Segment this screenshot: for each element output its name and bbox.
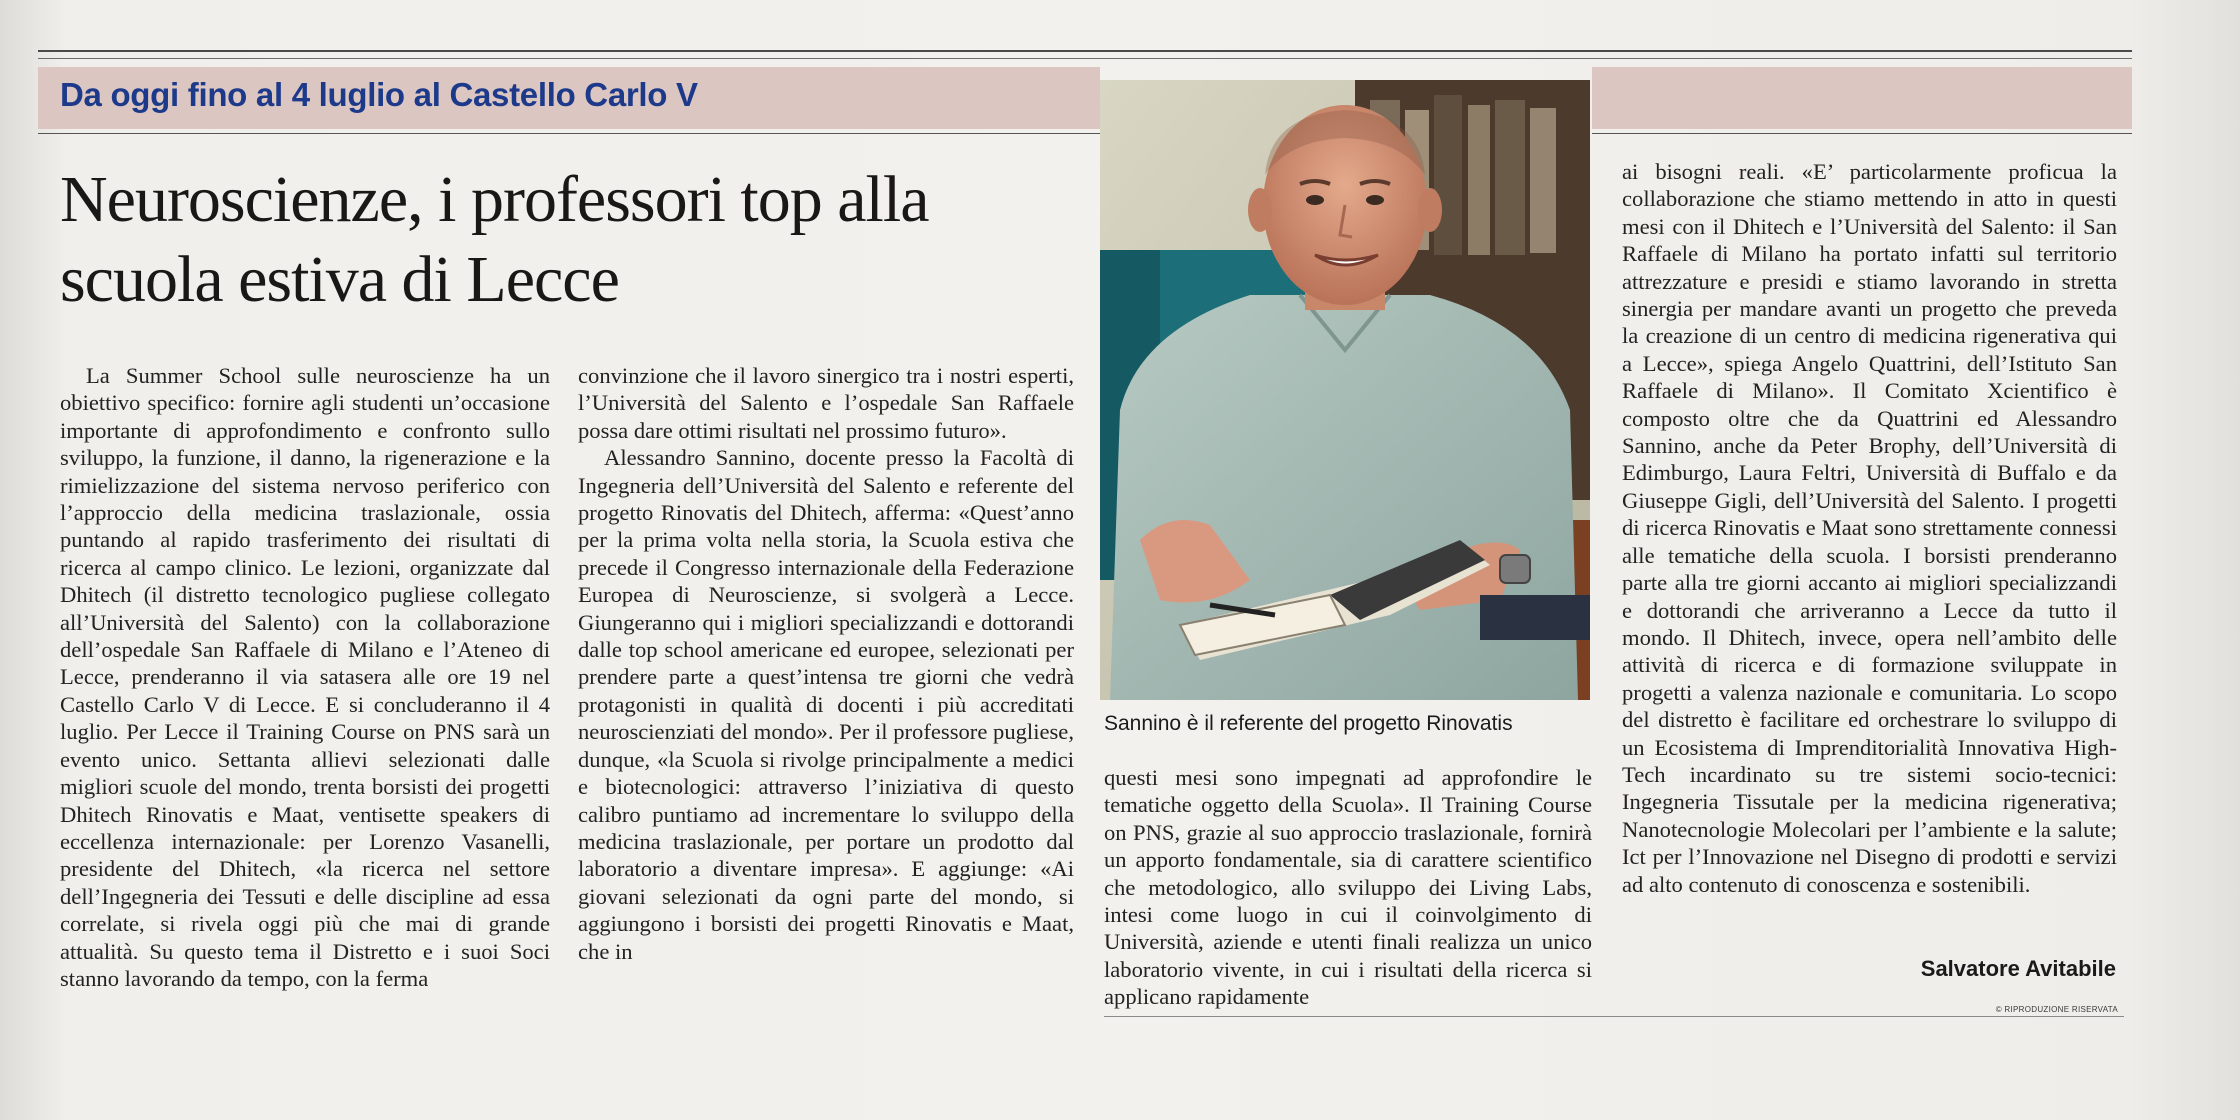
- kicker-banner-right: [1592, 67, 2132, 129]
- portrait-photo: [1100, 80, 1590, 700]
- banner-rule-right: [1592, 133, 2132, 134]
- banner-rule: [38, 133, 1100, 134]
- article-column-2: [578, 362, 1074, 965]
- top-rule: [38, 50, 2132, 52]
- paragraph: convinzione che il lavoro sinergico tra i nostri esperti, l’Università del Salento e l’ospedale San Raffaele possa dare ottimi risultati nel prossimo futuro».: [578, 363, 1074, 443]
- paragraph: ai bisogni reali. «E’ particolarmente proficua la collaborazione che stiamo mettendo in atto in questi mesi con il Dhitech e l’Università del Salento: il San Raffaele di Milano ha portato infatti sul territorio attrezzature e presidi e stiamo lavorando in stretta sinergia per mandare avanti un progetto che preveda la creazione di un centro di medicina rigenerativa qui a Lecce», spiega Angelo Quattrini, dell’Istituto San Raffaele di Milano». Il Comitato Xcientifico è composto oltre che da Quattrini ed Alessandro Sannino, anche da Peter Brophy, dell’Università di Edimburgo, Laura Feltri, Università di Buffalo e da Giuseppe Gigli, dell’Università del Salento. I progetti di ricerca Rinovatis e Maat sono strettamente connessi alle tematiche della scuola. I borsisti prenderanno parte alla tre giorni accanto ai migliori specializzandi e dottorandi che arriveranno a Lecce da tutto il mondo. Il Dhitech, invece, opera nell’ambito delle attività di ricerca e di formazione sviluppate in progetti a valenza nazionale e comunitaria. Lo scopo del distretto è facilitare ed orchestrare lo sviluppo di un Ecosistema di Imprenditorialità Innovativa High-Tech incardinato su tre sistemi socio-tecnici: Ingegneria Tissutale per la medicina rigenerativa; Nanotecnologie Molecolari per l’ambiente e la salute; Ict per l’Innovazione nel Disegno di prodotti e servizi ad alto contenuto di conoscenza e sostenibili.: [1622, 159, 2117, 897]
- kicker: Da oggi fino al 4 luglio al Castello Carlo V: [60, 76, 698, 113]
- copyright-notice: © RIPRODUZIONE RISERVATA: [1995, 1005, 2118, 1014]
- article-column-3: [1104, 764, 1592, 1011]
- headline: Neuroscienze, i professori top alla scuola estiva di Lecce: [60, 163, 929, 316]
- article-column-4: [1622, 158, 2117, 898]
- paragraph: Alessandro Sannino, docente presso la Facoltà di Ingegneria dell’Università del Salento e referente del progetto Rinovatis del Dhitech, afferma: «Quest’anno per la prima volta nella storia, la Scuola estiva che precede il Congresso internazionale della Federazione Europea di Neuroscienze, si svolgerà a Lecce. Giungeranno qui i migliori specializzandi e dottorandi dalle top school americane ed europee, selezionati per prendere parte a quest’intensa tre giorni che vedrà protagonisti in qualità di docenti i più accreditati neuroscienziati del mondo». Per il professore pugliese, dunque, «la Scuola si rivolge principalmente a medici e biotecnologici: attraverso l’iniziativa di questo calibro puntiamo ad incrementare lo sviluppo della medicina traslazionale, per portare un prodotto dal laboratorio a diventare impresa». E aggiunge: «Ai giovani selezionati da ogni parte del mondo, si aggiungono i borsisti dei progetti Rinovatis e Maat, che in: [578, 445, 1074, 964]
- article-column-1: [60, 362, 550, 992]
- paragraph: questi mesi sono impegnati ad approfondire le tematiche oggetto della Scuola». Il Training Course on PNS, grazie al suo approccio traslazionale, fornirà un apporto fondamentale, sia di carattere scientifico che metodologico, allo sviluppo dei Living Labs, intesi come luogo in cui il coinvolgimento di Università, aziende e utenti finali realizza un unico laboratorio vivente, in cui i risultati della ricerca si applicano rapidamente: [1104, 765, 1592, 1010]
- bottom-rule: [1104, 1016, 2124, 1017]
- top-rule-thin: [38, 58, 2132, 59]
- photo-caption: Sannino è il referente del progetto Rinovatis: [1104, 712, 1513, 735]
- paragraph: La Summer School sulle neuroscienze ha un obiettivo specifico: fornire agli studenti un’occasione importante di approfondimento e confronto sullo sviluppo, la funzione, il danno, la rigenerazione e la rimielizzazione del sistema nervoso periferico con l’approccio della medicina traslazionale, ossia puntando al rapido trasferimento dei risultati di ricerca al campo clinico. Le lezioni, organizzate dal Dhitech (il distretto tecnologico pugliese collegato all’Università del Salento) con la collaborazione dell’ospedale San Raffaele di Milano e l’Ateneo di Lecce, prenderanno il via satasera alle ore 19 nel Castello Carlo V di Lecce. E si concluderanno il 4 luglio. Per Lecce il Training Course on PNS sarà un evento unico. Settanta allievi selezionati dalle migliori scuole del mondo, trenta borsisti dei progetti Dhitech Rinovatis e Maat, ventisette speakers di eccellenza internazionale: per Lorenzo Vasanelli, presidente del Dhitech, «la ricerca nel settore dell’Ingegneria dei Tessuti e delle discipline ad essa correlate, si rivela oggi più che mai di grande attualità. Su questo tema il Distretto e i suoi Soci stanno lavorando da tempo, con la ferma: [60, 363, 550, 991]
- author-byline: Salvatore Avitabile: [1920, 956, 2116, 981]
